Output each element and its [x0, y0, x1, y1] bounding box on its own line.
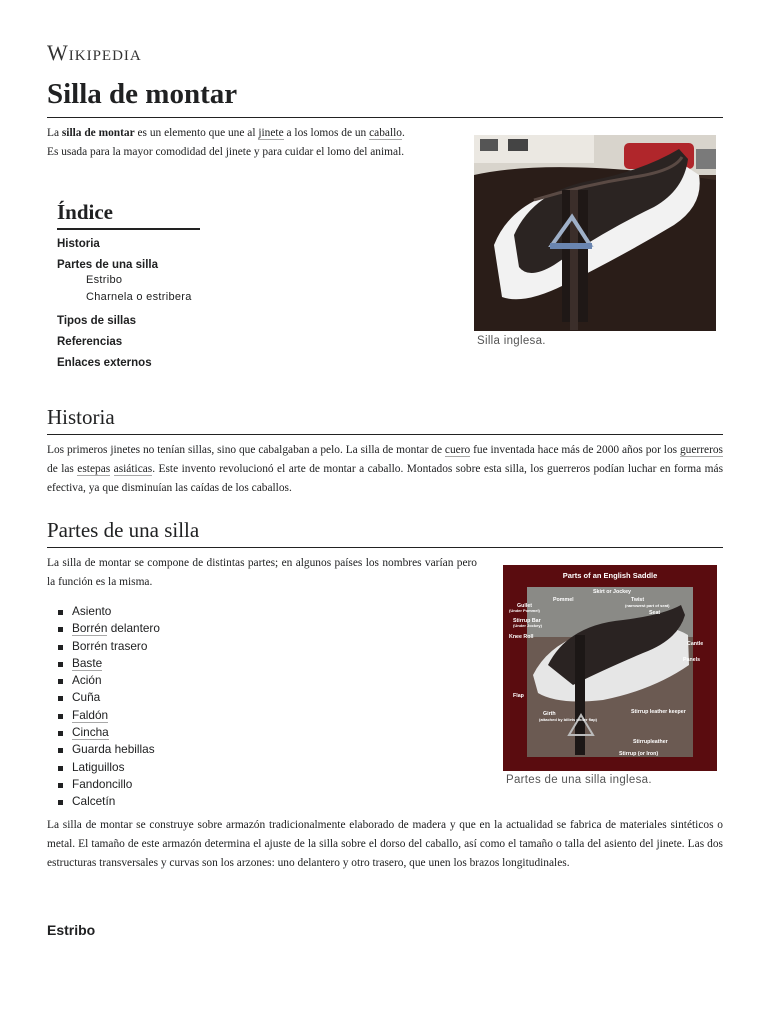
- link-cuero[interactable]: cuero: [444, 444, 471, 456]
- label-stirrup-bar-note: (Under Jockey): [513, 623, 542, 628]
- label-twist-note: (narrowest part of seat): [625, 603, 670, 608]
- toc-heading: Índice: [57, 200, 200, 230]
- toc-item-partes[interactable]: Partes de una silla: [57, 259, 158, 271]
- list-item: [57, 724, 160, 741]
- toc-item-charnela[interactable]: Charnela o estribera: [86, 291, 192, 303]
- list-item: Borrén delantero: [57, 620, 160, 637]
- saddle-photo-image: [474, 135, 716, 331]
- figure1-caption: Silla inglesa.: [477, 335, 546, 347]
- list-item: Fandoncillo: [57, 776, 160, 793]
- toc-item-estribo[interactable]: Estribo: [86, 274, 123, 286]
- intro-paragraph: La silla de montar es un elemento que une al jinete a los lomos de un caballo. Es usada para la mayor comodidad del jinete y para cuidar el lomo del animal.: [47, 127, 405, 158]
- list-item: Cuña: [57, 689, 160, 706]
- link-estepas[interactable]: estepas: [77, 463, 111, 475]
- parts-list: [57, 603, 160, 811]
- estribo-heading: Estribo: [47, 922, 96, 938]
- label-knee-roll: Knee Roll: [509, 634, 534, 640]
- label-stirrup-bar: Stirrup Bar: [513, 618, 541, 624]
- toc-item-referencias[interactable]: Referencias: [57, 336, 123, 348]
- link-cincha[interactable]: Cincha: [72, 725, 109, 740]
- saddle-parts-diagram[interactable]: [503, 565, 717, 771]
- table-of-contents: [57, 200, 200, 374]
- partes-heading: Partes de una silla: [47, 518, 200, 542]
- toc-item-historia[interactable]: Historia: [57, 238, 100, 250]
- list-item: Guarda hebillas: [57, 741, 160, 758]
- label-cantle: Cantle: [687, 641, 704, 647]
- historia-paragraph: Los primeros jinetes no tenían sillas, sino que cabalgaban a pelo. La silla de montar de cuero fue inventada hace más de 2000 años por los guerreros de las estepas asiáticas. Este invento revolucionó el arte de montar a caballo. Montados sobre esta silla, los guerreros podían luchar en forma más efectiva, ya que disminuían las caídas de los caballos.: [47, 444, 723, 494]
- label-keeper: Stirrup leather keeper: [631, 709, 686, 715]
- label-stirrupleather: Stirrupleather: [633, 739, 668, 745]
- label-girth: Girth: [543, 711, 556, 717]
- link-guerreros[interactable]: guerreros: [679, 444, 723, 456]
- intro-bold-term: silla de montar: [61, 127, 135, 139]
- label-pommel: Pommel: [553, 597, 574, 603]
- list-item: Asiento: [57, 603, 160, 620]
- list-item: Latiguillos: [57, 759, 160, 776]
- figure2-caption: Partes de una silla inglesa.: [506, 774, 652, 786]
- historia-underline: [47, 434, 723, 435]
- partes-body-paragraph: La silla de montar se construye sobre armazón tradicionalmente elaborado de madera y que en la actualidad se fabrica de materiales sintéticos o metal. El tamaño de este armazón determina el ajuste de la silla sobre el dorso del caballo, así como el tamaño o talla del asiento del jinete. Las dos estructuras transversales y curvas son los arzones: uno delantero y otro trasero, que unen los brazos longitudinales.: [47, 819, 723, 869]
- page-title: Silla de montar: [47, 78, 238, 110]
- list-item: Borrén trasero: [57, 638, 160, 655]
- label-gullet-note: (Under Pommel): [509, 608, 540, 613]
- saddle-photo[interactable]: [474, 135, 716, 331]
- saddle-parts-image: [503, 565, 717, 771]
- label-twist: Twist: [631, 597, 645, 603]
- toc-item-tipos[interactable]: Tipos de sillas: [57, 315, 137, 327]
- link-caballo[interactable]: caballo: [369, 127, 402, 139]
- label-gullet: Gullet: [517, 603, 533, 609]
- link-borren[interactable]: Borrén: [72, 621, 108, 636]
- label-seat: Seat: [649, 610, 661, 616]
- label-girth-note: (attached by billets under flap): [539, 717, 598, 722]
- list-item: [57, 655, 160, 672]
- label-flap: Flap: [513, 693, 524, 699]
- historia-heading: Historia: [47, 405, 115, 429]
- title-underline: [47, 117, 723, 118]
- label-skirt: Skirt or Jockey: [593, 589, 631, 595]
- diagram-title: Parts of an English Saddle: [562, 571, 658, 580]
- link-baste[interactable]: Baste: [72, 655, 103, 670]
- label-stirrup: Stirrup (or Iron): [619, 751, 659, 757]
- link-asiaticas[interactable]: asiáticas: [113, 463, 153, 475]
- list-item: [57, 707, 160, 724]
- toc-item-enlaces[interactable]: Enlaces externos: [57, 357, 152, 369]
- link-jinete[interactable]: jinete: [258, 127, 284, 139]
- link-faldon[interactable]: Faldón: [72, 707, 109, 722]
- partes-underline: [47, 547, 723, 548]
- label-panels: Panels: [683, 657, 701, 663]
- partes-intro: La silla de montar se compone de distintas partes; en algunos países los nombres varían pero la función es la misma.: [47, 557, 477, 588]
- list-item: Ación: [57, 672, 160, 689]
- wikipedia-wordmark[interactable]: Wikipedia: [47, 40, 142, 65]
- list-item: Calcetín: [57, 793, 160, 810]
